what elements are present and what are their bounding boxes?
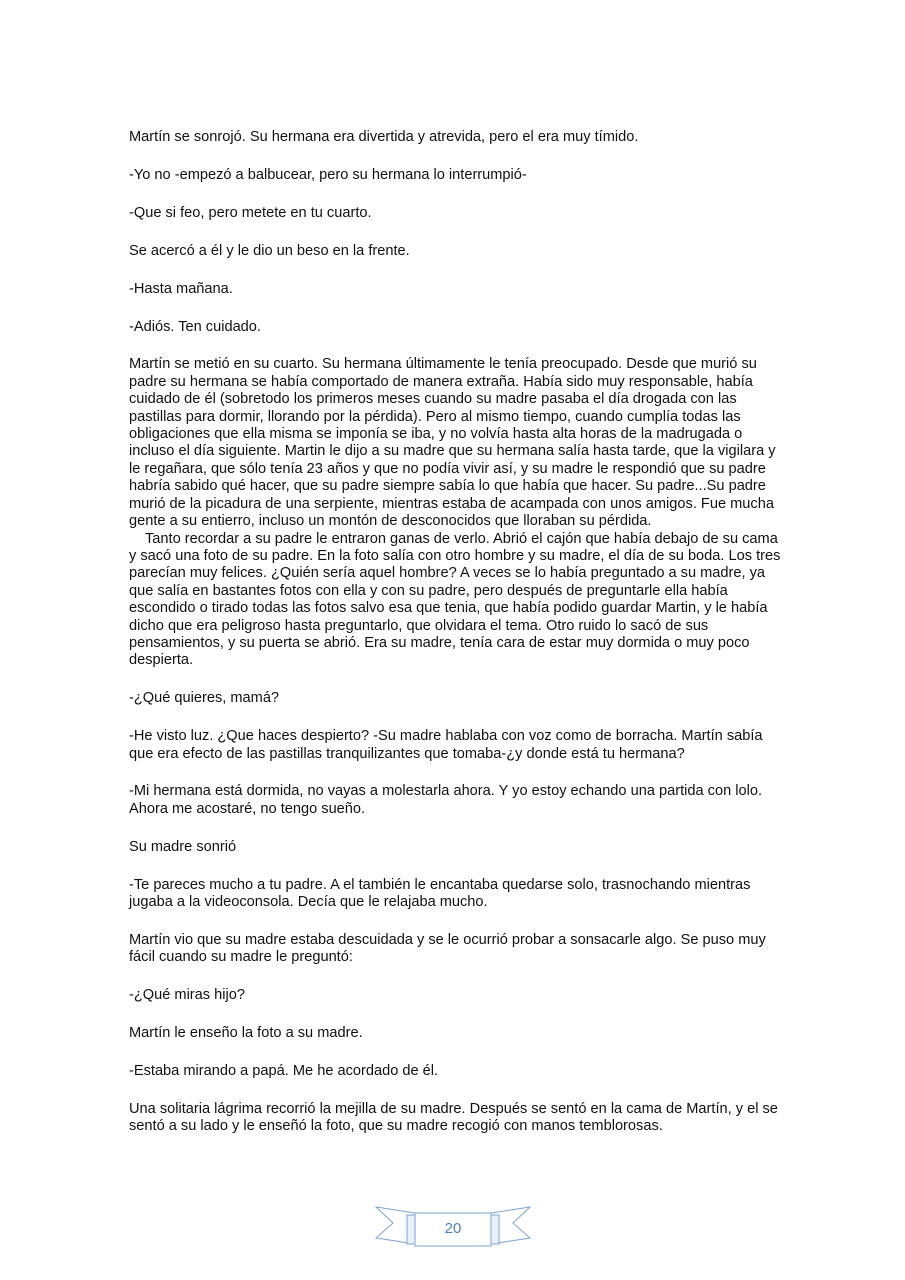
paragraph: -Te pareces mucho a tu padre. A el también le encantaba quedarse solo, trasnochando mientras jugaba a la videoconsola. Decía que le relajaba mucho. (129, 876, 751, 911)
paragraph: Martín se sonrojó. Su hermana era divertida y atrevida, pero el era muy tímido. (129, 129, 639, 145)
paragraph: Se acercó a él y le dio un beso en la frente. (129, 242, 410, 259)
paragraph: -Adiós. Ten cuidado. (129, 318, 261, 335)
body-text (129, 129, 781, 1156)
paragraph: -Estaba mirando a papá. Me he acordado de él. (129, 1063, 439, 1080)
page-number: 20 (444, 1220, 462, 1237)
paragraph: Martín vio que su madre estaba descuidada y se le ocurrió probar a sonsacarle algo. Se puso muy fácil cuando su madre le preguntó: (129, 932, 766, 966)
paragraph: -¿Qué miras hijo? (129, 987, 245, 1004)
paragraph: -Hasta mañana. (129, 280, 233, 297)
paragraph: -¿Qué quieres, mamá? (129, 690, 280, 707)
paragraph: Martín se metió en su cuarto. Su hermana últimamente le tenía preocupado. Desde que murió su padre su hermana se había comportado de manera extraña. Había sido muy responsable, había cuidado de él (sobretodo los primeros meses cuando su madre pasaba el día drogada con las pastillas para dormir, llorando por la pérdida). Pero al mismo tiempo, cuando cumplía todas las obligaciones que ella misma se imponía se iba, y no volvía hasta alta horas de la madrugada o incluso el día siguiente. Martin le dijo a su madre que su hermana salía hasta tarde, que la vigilara y le regañara, que sólo tenía 23 años y que no podía vivir así, y su madre le respondió que su padre habría sabido qué hacer, que su padre siempre sabía lo que había que hacer. Su padre...Su padre murió de la picadura de una serpiente, mientras estaba de acampada con unos amigos. Fue mucha gente a su entierro, incluso un montón de desconocidos que lloraban su pérdida. (129, 356, 776, 530)
paragraph: Su madre sonrió (129, 838, 237, 855)
paragraph: -He visto luz. ¿Que haces despierto? -Su madre hablaba con voz como de borracha. Martín sabía que era efecto de las pastillas tranquilizantes que tomaba-¿y donde está tu hermana? (129, 728, 763, 762)
paragraph: -Mi hermana está dormida, no vayas a molestarla ahora. Y yo estoy echando una partida con lolo. Ahora me acostaré, no tengo sueño. (129, 783, 763, 817)
paragraph: -Yo no -empezó a balbucear, pero su hermana lo interrumpió- (129, 166, 527, 183)
paragraph: Una solitaria lágrima recorrió la mejilla de su madre. Después se sentó en la cama de Martín, y el se sentó a su lado y le enseñó la foto, que su madre recogió con manos temblorosas. (129, 1101, 778, 1135)
paragraph: -Que si feo, pero metete en tu cuarto. (129, 204, 372, 221)
paragraph: Martín le enseño la foto a su madre. (129, 1025, 363, 1042)
paragraph: Tanto recordar a su padre le entraron ganas de verlo. Abrió el cajón que había debajo de su cama y sacó una foto de su padre. En la foto salía con otro hombre y su madre, el día de su boda. Los tres parecían muy felices. ¿Quién sería aquel hombre? A veces se lo había preguntado a su madre, ya que salía en bastantes fotos con ella y con su padre, pero después de preguntarle ella había escondido o tirado todas las fotos salvo esa que tenia, que había podido guardar Martin, y le había dicho que era peligroso hasta preguntarlo, que olvidara el tema. Otro ruido lo sacó de sus pensamientos, y su puerta se abrió. Era su madre, tenía cara de estar muy dormida o muy poco despierta. (129, 530, 781, 669)
